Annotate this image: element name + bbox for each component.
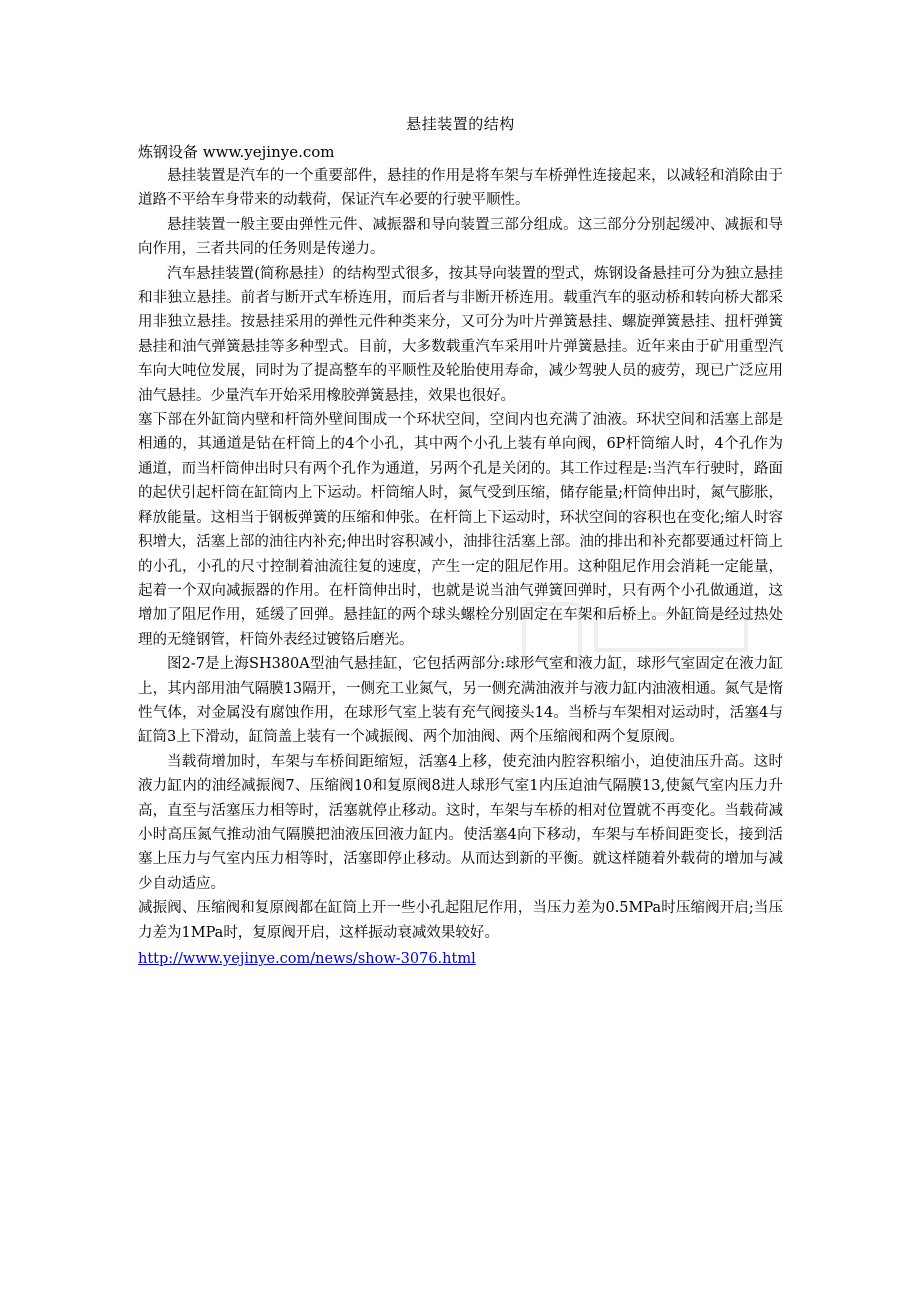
paragraph-5: 图2-7是上海SH380A型油气悬挂缸，它包括两部分:球形气室和液力缸，球形气室固定在液力缸上，其内部用油气隔膜13隔开，一侧充工业氮气，另一侧充满油液并与液力缸内油液相通。氮气是惰性气体，对金属没有腐蚀作用，在球形气室上装有充气阀接头14。当桥与车架相对运动时，活塞4与缸筒3上下滑动，缸筒盖上装有一个减振阀、两个加油阀、两个压缩阀和两个复原阀。 bbox=[138, 656, 783, 746]
document-title: 悬挂装置的结构 bbox=[406, 115, 515, 133]
paragraph-7: 减振阀、压缩阀和复原阀都在缸筒上开一些小孔起阻尼作用，当压力差为0.5MPa时压缩阀开启;当压力差为1MPa时，复原阀开启，这样振动衰减效果较好。 bbox=[138, 900, 783, 941]
paragraph-2: 悬挂装置一般主要由弹性元件、减振器和导向装置三部分组成。这三部分分别起缓冲、减振和导向作用，三者共同的任务则是传递力。 bbox=[138, 216, 783, 258]
site-line: 炼钢设备 www.yejinye.com bbox=[138, 143, 335, 161]
paragraph-1: 悬挂装置是汽车的一个重要部件，悬挂的作用是将车架与车桥弹性连接起来，以减轻和消除由于道路不平给车身带来的动载荷，保证汽车必要的行驶平顺性。 bbox=[138, 168, 783, 209]
source-link[interactable]: http://www.yejinye.com/news/show-3076.html bbox=[138, 951, 476, 967]
paragraph-6: 当载荷增加时，车架与车桥间距缩短，活塞4上移，使充油内腔容积缩小，迫使油压升高。这时液力缸内的油经减振阀7、压缩阀10和复原阀8进人球形气室1内压迫油气隔膜13,使氮气室内压力升高，直至与活塞压力相等时，活塞就停止移动。这时，车架与车桥的相对位置就不再变化。当载荷减小时高压氮气推动油气隔膜把油液压回液力缸内。使活塞4向下移动，车架与车桥间距变长，接到活塞上压力与气室内压力相等时，活塞即停止移动。从而达到新的平衡。就这样随着外载荷的增加与减少自动适应。 bbox=[138, 753, 783, 892]
paragraph-4: 塞下部在外缸筒内壁和杆筒外壁间围成一个环状空间，空间内也充满了油液。环状空间和活塞上部是相通的，其通道是钻在杆筒上的4个小孔，其中两个小孔上装有单向阀，6P杆筒缩人时，4个孔作为通道，而当杆筒伸出时只有两个孔作为通道，另两个孔是关闭的。其工作过程是:当汽车行驶时，路面的起伏引起杆筒在缸筒内上下运动。杆筒缩人时，氮气受到压缩，储存能量;杆筒伸出时，氮气膨胀，释放能量。这相当于钢板弹簧的压缩和伸张。在杆筒上下运动时，环状空间的容积也在变化;缩人时容积增大，活塞上部的油往内补充;伸出时容积减小，油排往活塞上部。油的排出和补充都要通过杆筒上的小孔，小孔的尺寸控制着油流往复的速度，产生一定的阻尼作用。这种阻尼作用会消耗一定能量，起着一个双向减振器的作用。在杆筒伸出时，也就是说当油气弹簧回弹时，只有两个小孔做通道，这增加了阻尼作用，延缓了回弹。悬挂缸的两个球头螺栓分别固定在车架和后桥上。外缸筒是经过热处理的无缝钢管，杆筒外表经过镀铬后磨光。 bbox=[138, 412, 783, 648]
paragraph-3: 汽车悬挂装置(简称悬挂）的结构型式很多，按其导向装置的型式，炼钢设备悬挂可分为独立悬挂和非独立悬挂。前者与断开式车桥连用，而后者与非断开桥连用。载重汽车的驱动桥和转向桥大都采用非独立悬挂。按悬挂采用的弹性元件种类来分，又可分为叶片弹簧悬挂、螺旋弹簧悬挂、扭杆弹簧悬挂和油气弹簧悬挂等多种型式。目前，大多数载重汽车采用叶片弹簧悬挂。近年来由于矿用重型汽车向大吨位发展，同时为了提高整车的平顺性及轮胎使用寿命，减少驾驶人员的疲劳，现已广泛应用油气悬挂。少量汽车开始采用橡胶弹簧悬挂，效果也很好。 bbox=[138, 265, 783, 404]
document-page bbox=[138, 112, 783, 971]
